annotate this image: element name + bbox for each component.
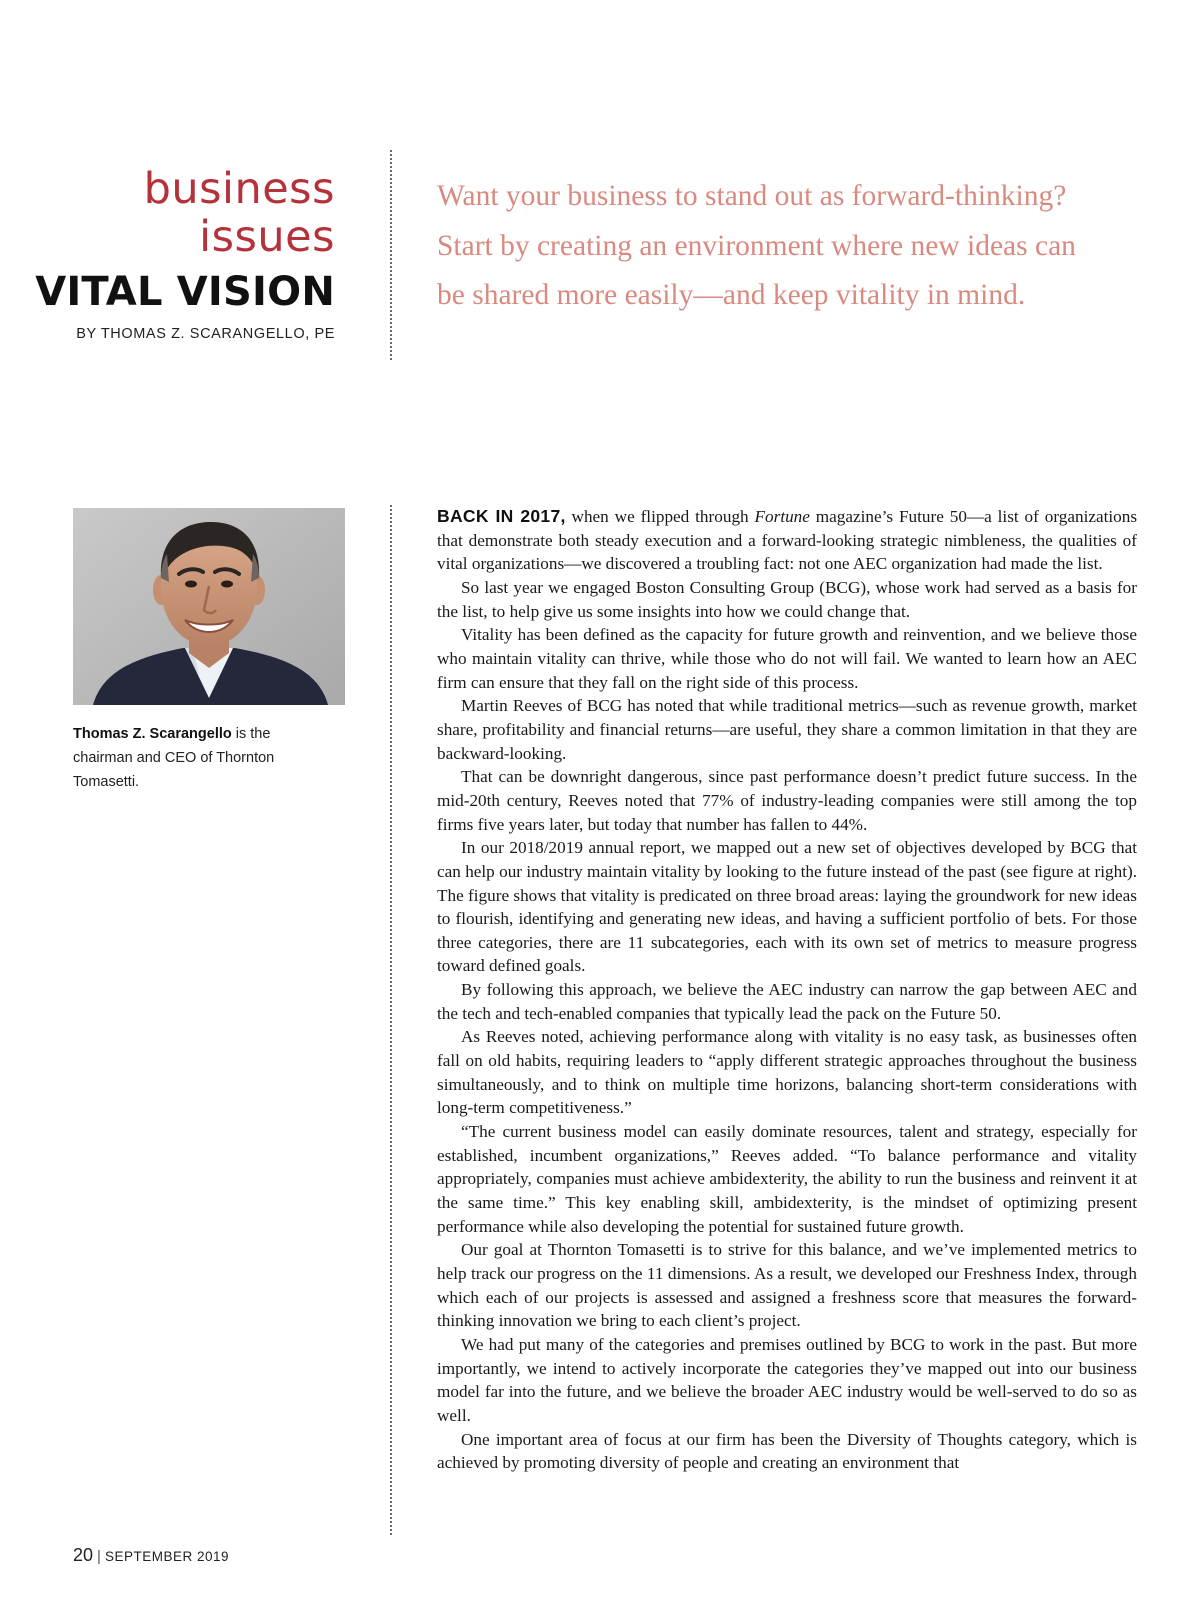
issue-date: SEPTEMBER 2019 <box>104 1549 229 1564</box>
article-title: VITAL VISION <box>35 269 335 315</box>
paragraph: That can be downright dangerous, since past performance doesn’t predict future success. In the mid-20th century, Reeves noted that 77% of industry-leading companies were still among the top firms five years later, but today that number has fallen to 44%. <box>437 767 1137 834</box>
paragraph: As Reeves noted, achieving performance along with vitality is no easy task, as businesses often fall on old habits, requiring leaders to “apply different strategic approaches throughout the business simultaneously, and to think on multiple time horizons, balancing short-term considerations with long-term competitiveness.” <box>437 1027 1137 1118</box>
deck-line-3: be shared more easily—and keep vitality in mind. <box>437 279 1026 311</box>
page-number: 20 <box>73 1545 94 1565</box>
author-portrait-illustration <box>73 508 345 705</box>
author-bio <box>73 722 283 794</box>
paragraph-text: when we flipped through <box>571 507 749 526</box>
article-body <box>437 505 1137 1475</box>
paragraph: “The current business model can easily dominate resources, talent and strategy, especially for established, incumbent organizations,” Reeves added. “To balance performance and vitality appropriately, companies must achieve ambidexterity, the ability to run the business and reinvent it at the same time.” This key enabling skill, ambidexterity, is the mindset of optimizing present performance while also developing the potential for sustained future growth. <box>437 1122 1137 1236</box>
paragraph: So last year we engaged Boston Consulting Group (BCG), whose work had served as a basis for the list, to help give us some insights into how we could change that. <box>437 577 1137 621</box>
paragraph-text: magazine’s Future 50—a list of organizations that demonstrate both steady execution and a forward-looking strategic nimbleness, the qualities of vital organizations—we discovered a troubling fact: not one AEC organization had made the list. <box>437 507 1138 574</box>
lead-in: BACK IN 2017, <box>437 506 566 526</box>
publication-name: Fortune <box>754 507 810 526</box>
page-footer <box>73 1545 229 1566</box>
paragraph: By following this approach, we believe the AEC industry can narrow the gap between AEC and the tech and tech-enabled companies that typically lead the pack on the Future 50. <box>437 980 1137 1023</box>
author-bio-text: is the chairman and CEO of Thornton Tomasetti. <box>73 726 275 790</box>
deck-line-1: Want your business to stand out as forward-thinking? <box>437 180 1067 212</box>
paragraph: Vitality has been defined as the capacity for future growth and reinvention, and we believe those who maintain vitality can thrive, while those who do not will fail. We wanted to learn how an AEC firm can ensure that they fall on the right side of this process. <box>437 625 1137 692</box>
author-name: Thomas Z. Scarangello <box>73 726 232 742</box>
paragraph: One important area of focus at our firm has been the Diversity of Thoughts category, which is achieved by promoting diversity of people and creating an environment that <box>437 1429 1137 1473</box>
footer-separator: | <box>97 1548 101 1565</box>
dotted-divider-main <box>390 505 392 1535</box>
section-label <box>144 165 335 261</box>
deck-subheading <box>437 172 1157 321</box>
paragraph: Martin Reeves of BCG has noted that while traditional metrics—such as revenue growth, market share, profitability and financial returns—are useful, they share a common limitation in that they are backward-looking. <box>437 696 1137 763</box>
section-label-line-2: issues <box>199 212 335 262</box>
paragraph: We had put many of the categories and premises outlined by BCG to work in the past. But more importantly, we intend to actively incorporate the categories they’ve mapped out into our business model far into the future, and we believe the broader AEC industry would be well-served to do so as well. <box>437 1334 1137 1425</box>
deck-line-2: Start by creating an environment where new ideas can <box>437 229 1076 262</box>
author-photo <box>73 508 345 705</box>
section-label-line-1: business <box>143 164 335 214</box>
paragraph <box>437 505 1137 576</box>
byline: BY THOMAS Z. SCARANGELLO, PE <box>76 326 335 342</box>
paragraph: Our goal at Thornton Tomasetti is to strive for this balance, and we’ve implemented metrics to help track our progress on the 11 dimensions. As a result, we developed our Freshness Index, through which each of our projects is assessed and assigned a freshness score that measures the forward-thinking innovation we bring to each client’s project. <box>437 1240 1137 1331</box>
dotted-divider-top <box>390 150 392 360</box>
paragraph: In our 2018/2019 annual report, we mapped out a new set of objectives developed by BCG that can help our industry maintain vitality by looking to the future instead of the past (see figure at right). The figure shows that vitality is predicated on three broad areas: laying the groundwork for new ideas to flourish, identifying and generating new ideas, and having a sufficient portfolio of bets. For those three categories, there are 11 subcategories, each with its own set of metrics to measure progress toward defined goals. <box>437 838 1137 976</box>
